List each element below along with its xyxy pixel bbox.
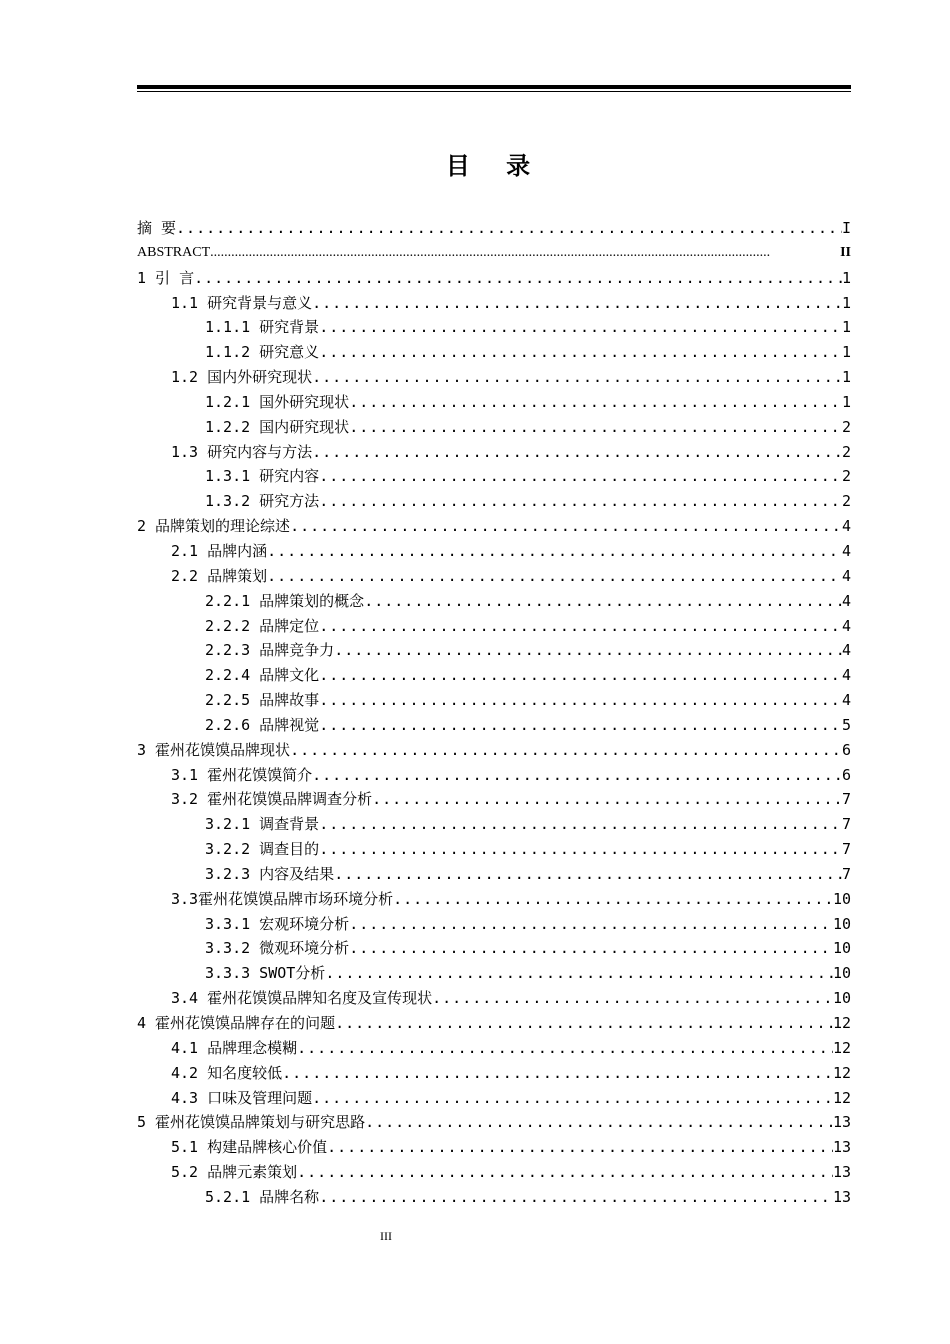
toc-entry-title: 5.2 品牌元素策划 xyxy=(171,1163,298,1182)
toc-dot-leader xyxy=(194,266,842,291)
toc-dot-leader xyxy=(297,1160,833,1185)
toc-entry[interactable] xyxy=(137,837,851,862)
toc-dot-leader xyxy=(364,589,842,614)
toc-entry-title: 1.1.1 研究背景 xyxy=(205,318,320,337)
toc-entry[interactable] xyxy=(137,1086,851,1111)
toc-entry-title: 2.2.4 品牌文化 xyxy=(205,666,320,685)
toc-entry[interactable] xyxy=(137,315,851,340)
toc-entry[interactable] xyxy=(137,688,851,713)
toc-entry-page: 12 xyxy=(832,1088,851,1107)
toc-dot-leader xyxy=(335,1011,833,1036)
toc-entry[interactable] xyxy=(137,1011,851,1036)
toc-entry-page: 10 xyxy=(832,989,851,1008)
toc-entry-page: 13 xyxy=(832,1113,851,1132)
toc-entry-page: 13 xyxy=(832,1138,851,1157)
toc-entry-page: 4 xyxy=(841,517,851,536)
toc-entry-page: 13 xyxy=(832,1187,851,1206)
toc-dot-leader xyxy=(319,614,842,639)
toc-dot-leader xyxy=(312,763,842,788)
toc-entry-page: II xyxy=(840,244,851,260)
toc-dot-leader xyxy=(319,340,842,365)
toc-entry-page: 10 xyxy=(832,914,851,933)
toc-dot-leader xyxy=(365,1110,833,1135)
toc-dot-leader xyxy=(325,961,833,986)
toc-entry-page: 12 xyxy=(832,1014,851,1032)
toc-dot-leader xyxy=(393,887,833,912)
toc-entry[interactable] xyxy=(137,912,851,937)
toc-entry-page: 4 xyxy=(841,666,851,685)
toc-dot-leader xyxy=(319,688,842,713)
toc-entry[interactable] xyxy=(137,266,851,291)
toc-entry-title: ABSTRACT xyxy=(137,244,211,260)
toc-dot-leader xyxy=(176,216,842,241)
toc-entry-page: 13 xyxy=(832,1163,851,1182)
toc-entry[interactable] xyxy=(137,936,851,961)
toc-entry-title: 3.4 霍州花馍馍品牌知名度及宣传现状 xyxy=(171,989,433,1008)
toc-entry-page: 4 xyxy=(841,691,851,710)
toc-dot-leader xyxy=(312,440,842,465)
toc-entry-title: 2.2 品牌策划 xyxy=(171,566,268,585)
toc-dot-leader xyxy=(210,241,840,266)
toc-dot-leader xyxy=(312,365,842,390)
toc-entry-title: 1.1.2 研究意义 xyxy=(205,343,320,362)
toc-entry-title: 2.2.1 品牌策划的概念 xyxy=(205,591,365,610)
toc-entry-page: 7 xyxy=(841,815,851,834)
toc-entry-title: 4.3 口味及管理问题 xyxy=(171,1088,313,1107)
toc-entry-title: 3.1 霍州花馍馍简介 xyxy=(171,765,313,784)
toc-dot-leader xyxy=(290,514,842,539)
toc-entry[interactable] xyxy=(137,787,851,812)
toc-entry-title: 3.3.1 宏观环境分析 xyxy=(205,914,350,933)
toc-entry-page: 1 xyxy=(841,392,851,411)
toc-dot-leader xyxy=(319,464,842,489)
toc-entry-title: 2.2.6 品牌视觉 xyxy=(205,715,320,734)
toc-entry-title: 3.2.3 内容及结果 xyxy=(205,864,335,883)
toc-entry-page: 4 xyxy=(841,616,851,635)
toc-dot-leader xyxy=(319,489,842,514)
toc-dot-leader xyxy=(372,787,842,812)
toc-entry[interactable] xyxy=(137,291,851,316)
toc-entry[interactable] xyxy=(137,638,851,663)
toc-dot-leader xyxy=(290,738,842,763)
toc-entry-title: 5 霍州花馍馍品牌策划与研究思路 xyxy=(137,1113,366,1132)
toc-entry-title: 1.2.1 国外研究现状 xyxy=(205,392,350,411)
toc-entry-page: 4 xyxy=(841,541,851,560)
toc-entry[interactable] xyxy=(137,464,851,489)
toc-entry[interactable] xyxy=(137,812,851,837)
toc-entry[interactable] xyxy=(137,489,851,514)
toc-entry-title: 2.2.3 品牌竞争力 xyxy=(205,641,335,660)
toc-entry-title: 3.2.2 调查目的 xyxy=(205,840,320,859)
toc-dot-leader xyxy=(267,539,842,564)
toc-dot-leader xyxy=(319,315,842,340)
toc-entry-page: 6 xyxy=(841,740,851,759)
toc-entry-title: 3.3霍州花馍馍品牌市场环境分析 xyxy=(171,889,394,908)
toc-dot-leader xyxy=(334,638,842,663)
toc-dot-leader xyxy=(319,812,842,837)
toc-entry-title: 1.2 国内外研究现状 xyxy=(171,368,313,387)
toc-dot-leader xyxy=(349,936,833,961)
toc-entry-page: 1 xyxy=(841,368,851,387)
toc-dot-leader xyxy=(327,1135,833,1160)
toc-entry[interactable] xyxy=(137,340,851,365)
toc-dot-leader xyxy=(297,1036,833,1061)
toc-dot-leader xyxy=(267,564,842,589)
toc-entry[interactable] xyxy=(137,713,851,738)
toc-dot-leader xyxy=(312,291,842,316)
toc-entry[interactable] xyxy=(137,738,851,763)
toc-entry-page: 4 xyxy=(841,566,851,585)
toc-entry-title: 5.2.1 品牌名称 xyxy=(205,1187,320,1206)
toc-entry-page: 2 xyxy=(841,442,851,461)
toc-entry-title: 2.1 品牌内涵 xyxy=(171,541,268,560)
toc-entry-page: 12 xyxy=(832,1038,851,1057)
page-title: 目 录 xyxy=(445,152,545,180)
toc-entry-page: 1 xyxy=(841,293,851,312)
toc-entry-page: 2 xyxy=(841,417,851,436)
toc-entry[interactable] xyxy=(137,663,851,688)
toc-entry-title: 4.1 品牌理念模糊 xyxy=(171,1038,298,1057)
toc-dot-leader xyxy=(432,986,833,1011)
toc-entry-page: I xyxy=(841,219,851,237)
toc-entry-title: 2.2.5 品牌故事 xyxy=(205,691,320,710)
toc-entry-title: 2.2.2 品牌定位 xyxy=(205,616,320,635)
toc-entry-page: 10 xyxy=(832,889,851,908)
toc-entry-title: 1.2.2 国内研究现状 xyxy=(205,417,350,436)
toc-entry-page: 2 xyxy=(841,467,851,486)
toc-entry[interactable] xyxy=(137,365,851,390)
toc-dot-leader xyxy=(349,912,833,937)
header-double-rule xyxy=(137,85,851,93)
toc-entry-title: 1.1 研究背景与意义 xyxy=(171,293,313,312)
toc-entry-page: 1 xyxy=(841,268,851,287)
toc-entry-title: 1.3 研究内容与方法 xyxy=(171,442,313,461)
toc-entry[interactable] xyxy=(137,986,851,1011)
toc-entry[interactable] xyxy=(137,241,851,266)
toc-entry-title: 4.2 知名度较低 xyxy=(171,1063,283,1082)
toc-entry-title: 1.3.2 研究方法 xyxy=(205,492,320,511)
toc-entry-page: 2 xyxy=(841,492,851,511)
toc-entry[interactable] xyxy=(137,415,851,440)
toc-entry-page: 7 xyxy=(841,840,851,859)
toc-entry-page: 12 xyxy=(832,1063,851,1082)
toc-entry-title: 2 品牌策划的理论综述 xyxy=(137,517,291,536)
toc-entry-page: 1 xyxy=(841,318,851,337)
toc-entry-page: 6 xyxy=(841,765,851,784)
toc-entry-page: 7 xyxy=(841,790,851,809)
toc-entry[interactable] xyxy=(137,862,851,887)
toc-entry[interactable] xyxy=(137,440,851,465)
toc-entry[interactable] xyxy=(137,961,851,986)
toc-entry[interactable] xyxy=(137,589,851,614)
toc-entry[interactable] xyxy=(137,763,851,788)
toc-entry-page: 10 xyxy=(832,939,851,958)
toc-entry-title: 1 引 言 xyxy=(137,268,195,287)
toc-entry-title: 摘 要 xyxy=(137,219,177,237)
toc-entry[interactable] xyxy=(137,1036,851,1061)
toc-entry[interactable] xyxy=(137,514,851,539)
toc-entry-title: 3.2 霍州花馍馍品牌调查分析 xyxy=(171,790,373,809)
toc-dot-leader xyxy=(282,1061,833,1086)
toc-entry[interactable] xyxy=(137,614,851,639)
toc-entry-page: 7 xyxy=(841,864,851,883)
toc-entry[interactable] xyxy=(137,539,851,564)
toc-entry-title: 3 霍州花馍馍品牌现状 xyxy=(137,740,291,759)
page-number: III xyxy=(380,1229,392,1243)
toc-entry-page: 10 xyxy=(832,964,851,983)
toc-dot-leader xyxy=(319,1185,833,1210)
toc-entry[interactable] xyxy=(137,1160,851,1185)
toc-entry[interactable] xyxy=(137,1135,851,1160)
toc-entry-title: 5.1 构建品牌核心价值 xyxy=(171,1138,328,1157)
toc-entry[interactable] xyxy=(137,216,851,241)
toc-dot-leader xyxy=(312,1086,833,1111)
toc-dot-leader xyxy=(349,390,842,415)
toc-dot-leader xyxy=(319,837,842,862)
toc-entry-page: 1 xyxy=(841,343,851,362)
toc-entry[interactable] xyxy=(137,1110,851,1135)
header-rule-thin xyxy=(137,91,851,92)
toc-entry-page: 4 xyxy=(841,591,851,610)
toc-entry-title: 3.2.1 调查背景 xyxy=(205,815,320,834)
toc-dot-leader xyxy=(319,663,842,688)
toc-entry-page: 5 xyxy=(841,715,851,734)
table-of-contents xyxy=(137,216,851,1210)
toc-entry[interactable] xyxy=(137,1061,851,1086)
toc-entry-title: 1.3.1 研究内容 xyxy=(205,467,320,486)
header-rule-thick xyxy=(137,85,851,89)
toc-entry[interactable] xyxy=(137,1185,851,1210)
toc-dot-leader xyxy=(349,415,842,440)
toc-entry-page: 4 xyxy=(841,641,851,660)
toc-dot-leader xyxy=(319,713,842,738)
toc-entry-title: 4 霍州花馍馍品牌存在的问题 xyxy=(137,1014,336,1032)
toc-entry[interactable] xyxy=(137,390,851,415)
toc-entry[interactable] xyxy=(137,564,851,589)
toc-entry-title: 3.3.3 SWOT分析 xyxy=(205,964,326,983)
toc-entry-title: 3.3.2 微观环境分析 xyxy=(205,939,350,958)
toc-entry[interactable] xyxy=(137,887,851,912)
toc-dot-leader xyxy=(334,862,842,887)
